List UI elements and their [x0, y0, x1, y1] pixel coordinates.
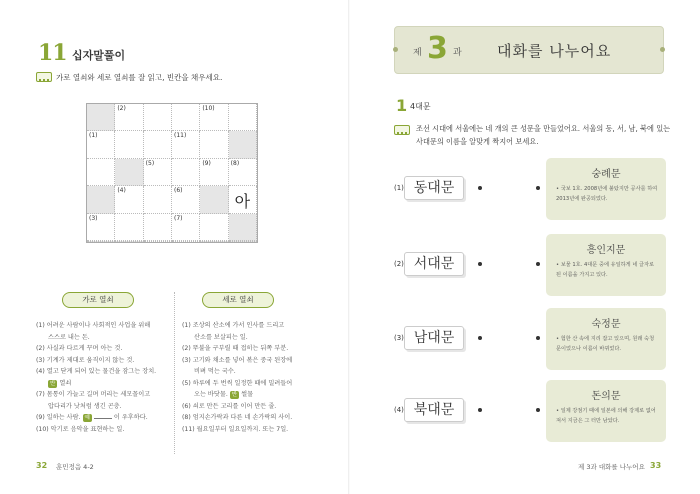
grid-cell-blocked — [229, 241, 257, 242]
gate-name-box: 북대문 — [404, 398, 464, 422]
clue-text: (10) 악기로 음악을 표현하는 일. — [36, 425, 125, 433]
gate-info-card — [546, 380, 666, 442]
crossword-grid — [86, 103, 258, 243]
down-clues-list — [182, 320, 322, 435]
grid-cell-blocked — [115, 241, 143, 242]
grid-cell[interactable] — [144, 214, 172, 241]
grid-cell[interactable] — [229, 186, 257, 213]
grid-cell[interactable] — [87, 214, 115, 241]
match-dot-left[interactable] — [478, 262, 482, 266]
clue-item — [36, 343, 176, 355]
chapter-banner — [394, 26, 664, 74]
grid-cell-blocked — [229, 214, 257, 241]
clue-number: (4) — [117, 187, 126, 195]
clue-text: (7) 몸통이 가늘고 길며 머리는 세모꼴이고 — [36, 391, 151, 398]
clue-text: 압다리가 낫처럼 생긴 곤충. — [48, 402, 122, 410]
chapter-suffix: 과 — [453, 48, 462, 58]
clue-text: (3) 고기와 채소를 넣어 볶은 중국 된장에 — [182, 356, 293, 364]
clue-item — [182, 320, 322, 332]
clue-number: (3) — [89, 214, 98, 222]
clue-number: (8) — [230, 159, 240, 167]
instruction-icon — [394, 125, 410, 135]
grid-cell-blocked — [229, 131, 257, 158]
grid-cell[interactable] — [144, 131, 172, 158]
gate-card-description: • 일제 강점기 때에 일본에 의해 강제로 없어져서 지금은 그 터만 남았다. — [556, 408, 656, 424]
clue-text: (2) 뚜불을 구부릴 때 접히는 뒤쪽 부분. — [182, 345, 289, 352]
clue-text: (1) 조상의 산소에 가서 인사를 드리고 — [182, 322, 285, 329]
match-dot-left[interactable] — [478, 336, 482, 340]
match-dot-left[interactable] — [478, 408, 482, 412]
chapter-title: 대화를 나누어요 — [497, 42, 612, 60]
clue-item — [36, 378, 176, 390]
grid-cell[interactable] — [115, 104, 143, 131]
clue-item — [36, 424, 176, 436]
grid-cell[interactable] — [115, 186, 143, 213]
match-dot-right[interactable] — [536, 186, 540, 190]
clue-text: 비벼 먹는 국수. — [194, 368, 236, 375]
grid-cell-blocked — [87, 241, 115, 242]
gate-name-box: 서대문 — [404, 252, 464, 276]
match-dot-right[interactable] — [536, 408, 540, 412]
clue-item — [182, 378, 322, 390]
grid-cell-blocked — [87, 104, 115, 131]
clue-text: 오는 바닷물. — [194, 391, 228, 398]
clue-item — [182, 366, 322, 378]
clue-item — [182, 343, 322, 355]
clue-text: (9) 일하는 사람. — [36, 414, 81, 421]
gate-number: (1) — [394, 184, 404, 192]
down-clues-header: 세로 열쇠 — [202, 292, 274, 308]
clue-item — [36, 401, 176, 413]
grid-cell[interactable] — [115, 214, 143, 241]
clue-text: 스스로 내는 돈. — [48, 333, 90, 341]
clue-number: (11) — [174, 132, 187, 140]
footer-text-left: 훈민정음 4-2 — [56, 463, 94, 471]
clue-text: 썰물 — [241, 391, 254, 398]
grid-cell[interactable] — [87, 159, 115, 186]
clue-item — [36, 332, 176, 344]
grid-cell[interactable] — [229, 159, 257, 186]
chapter-number: 3 — [427, 31, 448, 66]
filled-letter: 아 — [234, 192, 251, 212]
footer-text-right: 제 3과 대화를 나누어요 — [578, 463, 645, 471]
gate-name-box: 동대문 — [404, 176, 464, 200]
clue-text: (3) 기계가 제대로 움직이지 않는 것. — [36, 356, 135, 364]
gate-info-card — [546, 158, 666, 220]
clue-text: (11) 월요일부터 일요일까지. 또는 7일. — [182, 425, 289, 433]
gate-card-description: • 험한 산 속에 지리 잡고 있으며, 원래 숙청문이었으나 이름이 바뀌었다. — [556, 336, 655, 352]
clue-item — [182, 401, 322, 413]
clue-item — [182, 355, 322, 367]
clue-text: 열쇠 — [59, 379, 72, 387]
clue-number: (2) — [117, 105, 126, 112]
grid-cell[interactable] — [200, 104, 228, 131]
gate-info-card — [546, 308, 666, 370]
across-clues-list — [36, 320, 176, 435]
grid-cell-blocked — [200, 186, 228, 213]
clue-item — [36, 412, 176, 424]
grid-cell-blocked — [87, 186, 115, 213]
clue-text: 산소를 보살피는 일. — [194, 333, 248, 341]
gate-name-box: 남대문 — [404, 326, 464, 350]
clue-text: (6) 쇠로 만든 고리를 이어 만든 줄. — [182, 402, 277, 410]
gate-number: (4) — [394, 406, 404, 414]
banner-pin-right — [660, 47, 665, 52]
clue-item — [36, 366, 176, 378]
gate-card-title: 흥인지문 — [586, 245, 626, 256]
instruction-text: 가로 열쇠와 세로 열쇠를 잘 읽고, 빈칸을 채우세요. — [56, 73, 223, 82]
clue-number: (9) — [202, 159, 211, 167]
clue-item — [36, 355, 176, 367]
instruction-icon — [36, 72, 52, 82]
clue-item — [36, 320, 176, 332]
grid-cell[interactable] — [200, 159, 228, 186]
clue-item — [36, 389, 176, 401]
page-number-right: 33 — [650, 461, 662, 470]
grid-cell[interactable] — [144, 186, 172, 213]
clue-text: (1) 어려운 사람이나 사회적인 사업을 위해 — [36, 322, 151, 329]
section-title: 4대문 — [410, 102, 431, 111]
match-dot-right[interactable] — [536, 336, 540, 340]
lesson-title: 십자말풀이 — [72, 49, 126, 62]
clue-number: (7) — [174, 214, 183, 222]
grid-cell[interactable] — [172, 214, 200, 241]
grid-cell-blocked — [115, 159, 143, 186]
lesson-number: 11 — [38, 40, 67, 66]
grid-cell[interactable] — [172, 241, 200, 242]
clue-text: (2) 사실과 다르게 꾸며 아는 것. — [36, 345, 123, 352]
clue-item — [182, 412, 322, 424]
grid-cell-blocked — [200, 241, 228, 242]
clue-text: (8) 엄지손가락과 다른 네 손가락의 사이. — [182, 414, 293, 421]
grid-cell[interactable] — [200, 214, 228, 241]
banner-pin-left — [393, 47, 398, 52]
grid-cell[interactable] — [144, 159, 172, 186]
grid-cell[interactable] — [172, 159, 200, 186]
section-description: 조선 시대에 서울에는 네 개의 큰 성문을 만들었어요. 서울의 동, 서, 남, 북에 있는 사대문의 이름을 알맞게 짝지어 보세요. — [416, 124, 671, 146]
clue-text: (4) 열고 닫게 되어 있는 물건을 잠그는 장치. — [36, 368, 157, 375]
grid-cell[interactable] — [144, 241, 172, 242]
clue-item — [182, 332, 322, 344]
section-number: 1 — [396, 96, 408, 115]
match-dot-right[interactable] — [536, 262, 540, 266]
gate-info-card — [546, 234, 666, 296]
grid-cell[interactable] — [172, 104, 200, 131]
grid-cell[interactable] — [172, 131, 200, 158]
grid-cell[interactable] — [115, 131, 143, 158]
match-dot-left[interactable] — [478, 186, 482, 190]
right-page — [350, 0, 700, 494]
clue-tag: 반 — [50, 380, 56, 387]
grid-cell[interactable] — [229, 104, 257, 131]
gate-card-title: 숙정문 — [591, 319, 621, 330]
gate-number: (3) — [394, 334, 404, 342]
clue-number: (10) — [202, 105, 215, 112]
grid-cell[interactable] — [144, 104, 172, 131]
gate-card-title: 돈의문 — [591, 391, 621, 402]
grid-cell[interactable] — [200, 131, 228, 158]
clue-number: (1) — [89, 132, 98, 140]
clue-text: (5) 하루에 두 번씩 일정한 때에 밀려들어 — [182, 379, 293, 387]
clue-item — [182, 389, 322, 401]
grid-cell[interactable] — [87, 131, 115, 158]
gate-number: (2) — [394, 260, 404, 268]
chapter-prefix: 제 — [413, 48, 422, 58]
answer-blank[interactable] — [94, 413, 112, 419]
gate-card-description: • 국보 1호. 2008년에 불탔지만 공사를 하여 2013년에 완공되었다. — [556, 186, 658, 202]
clue-item — [182, 424, 322, 436]
clue-tag: 예 — [84, 415, 90, 421]
grid-cell[interactable] — [172, 186, 200, 213]
clue-text: 이 우후하다. — [113, 414, 148, 421]
clue-tag: 반 — [231, 392, 238, 398]
across-clues-header: 가로 열쇠 — [62, 292, 134, 308]
page-number-left: 32 — [36, 461, 48, 470]
clue-number: (5) — [145, 159, 155, 167]
gate-card-title: 숭례문 — [591, 169, 621, 180]
gate-card-description: • 보물 1호. 4대문 중에 유일하게 네 글자로 된 이름을 가지고 있다. — [556, 262, 655, 278]
clue-number: (6) — [174, 187, 183, 195]
